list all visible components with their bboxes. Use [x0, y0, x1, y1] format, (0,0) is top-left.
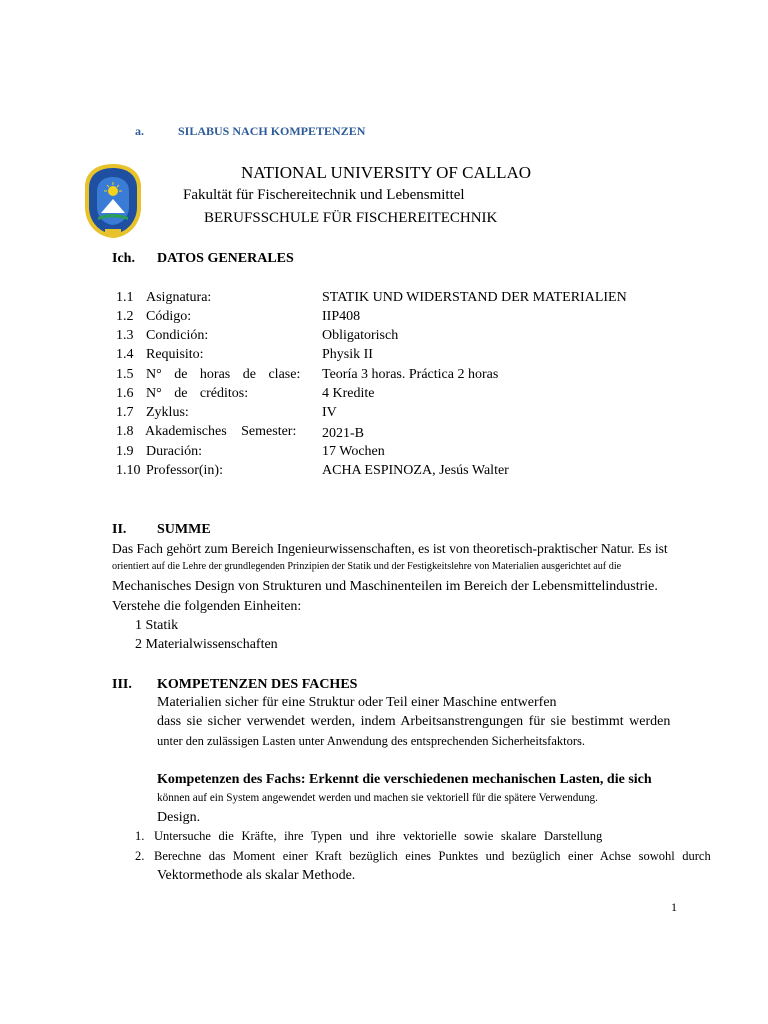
- row-number: 1.5: [116, 367, 134, 382]
- table-row: [116, 367, 676, 386]
- row-label: Duración:: [146, 444, 202, 459]
- row-value: 17 Wochen: [322, 444, 385, 459]
- list-item: Berechne das Moment einer Kraft bezüglich eines Punktes und bezüglich einer Achse sowohl durch: [154, 849, 711, 863]
- row-label: Zyklus:: [146, 405, 189, 420]
- row-value: Physik II: [322, 347, 373, 362]
- row-number: 1.2: [116, 309, 134, 324]
- row-label: Akademisches Semester:: [145, 424, 297, 439]
- summary-line-4: Verstehe die folgenden Einheiten:: [112, 599, 302, 614]
- row-value: IIP408: [322, 309, 361, 324]
- row-value: 2021-B: [322, 426, 364, 441]
- row-label: Asignatura:: [146, 290, 212, 305]
- section-3-number: III.: [112, 677, 132, 692]
- section-3-title: KOMPETENZEN DES FACHES: [157, 677, 358, 692]
- section-1-title: DATOS GENERALES: [157, 251, 294, 266]
- outline-letter: a.: [135, 124, 144, 138]
- list-item-number: 2.: [135, 849, 145, 863]
- row-value: Teoría 3 horas. Práctica 2 horas: [322, 367, 499, 382]
- row-number: 1.3: [116, 328, 134, 343]
- row-number: 1.7: [116, 405, 134, 420]
- table-row: [116, 309, 676, 328]
- row-number: 1.9: [116, 444, 134, 459]
- table-row: [116, 463, 676, 482]
- row-label: N° de horas de clase:: [146, 367, 301, 382]
- row-label: Condición:: [146, 328, 209, 343]
- summary-line-3: Mechanisches Design von Strukturen und Maschinenteilen im Bereich der Lebensmittelindustrie.: [112, 579, 658, 594]
- list-item-number: 1.: [135, 829, 145, 843]
- row-label: Professor(in):: [146, 463, 223, 478]
- row-number: 1.8: [116, 424, 134, 439]
- school-name: BERUFSSCHULE FÜR FISCHEREITECHNIK: [204, 210, 498, 226]
- row-number: 1.1: [116, 290, 134, 305]
- row-value: ACHA ESPINOZA, Jesús Walter: [322, 463, 509, 478]
- summary-line-1: Das Fach gehört zum Bereich Ingenieurwissenschaften, es ist von theoretisch-praktischer Natur. Es ist: [112, 541, 668, 556]
- competence-line-2: können auf ein System angewendet werden und machen sie vektoriell für die spätere Verwendung.: [157, 792, 598, 804]
- section-1-number: Ich.: [112, 251, 135, 266]
- section-2-number: II.: [112, 522, 127, 537]
- syllabus-heading: SILABUS NACH KOMPETENZEN: [178, 124, 366, 138]
- table-row: [116, 444, 676, 463]
- section-2-title: SUMME: [157, 522, 211, 537]
- competence-paragraph-line-3: unter den zulässigen Lasten unter Anwendung des entsprechenden Sicherheitsfaktors.: [157, 734, 585, 748]
- table-row: [116, 405, 676, 424]
- faculty-name: Fakultät für Fischereitechnik und Lebensmittel: [183, 187, 465, 203]
- competence-paragraph-line-1: Materialien sicher für eine Struktur oder Teil einer Maschine entwerfen: [157, 695, 557, 710]
- list-item-continuation: Vektormethode als skalar Methode.: [157, 868, 356, 883]
- row-value: Obligatorisch: [322, 328, 399, 343]
- unit-item: 2 Materialwissenschaften: [135, 637, 278, 652]
- row-number: 1.10: [116, 463, 141, 478]
- summary-line-2: orientiert auf die Lehre der grundlegenden Prinzipien der Statik und der Festigkeitslehre von Materialien ausgerichtet auf die: [112, 561, 622, 572]
- table-row: [116, 386, 676, 405]
- table-row: [116, 424, 676, 443]
- row-label: N° de créditos:: [146, 386, 249, 401]
- university-seal-logo: [84, 163, 142, 239]
- table-row: [116, 328, 676, 347]
- row-value: STATIK UND WIDERSTAND DER MATERIALIEN: [322, 290, 627, 305]
- competence-line-3: Design.: [157, 810, 201, 825]
- competence-title: Kompetenzen des Fachs: Erkennt die verschiedenen mechanischen Lasten, die sich: [157, 772, 652, 787]
- row-number: 1.6: [116, 386, 134, 401]
- list-item: Untersuche die Kräfte, ihre Typen und ihre vektorielle sowie skalare Darstellung: [154, 829, 603, 843]
- table-row: [116, 347, 676, 366]
- page-number: 1: [671, 900, 677, 914]
- row-label: Código:: [146, 309, 192, 324]
- competence-paragraph-line-2: dass sie sicher verwendet werden, indem Arbeitsanstrengungen für sie bestimmt werden: [157, 714, 671, 729]
- row-value: IV: [322, 405, 337, 420]
- row-value: 4 Kredite: [322, 386, 375, 401]
- table-row: [116, 290, 676, 309]
- unit-item: 1 Statik: [135, 618, 179, 633]
- university-name: NATIONAL UNIVERSITY OF CALLAO: [241, 163, 532, 182]
- row-label: Requisito:: [146, 347, 204, 362]
- row-number: 1.4: [116, 347, 134, 362]
